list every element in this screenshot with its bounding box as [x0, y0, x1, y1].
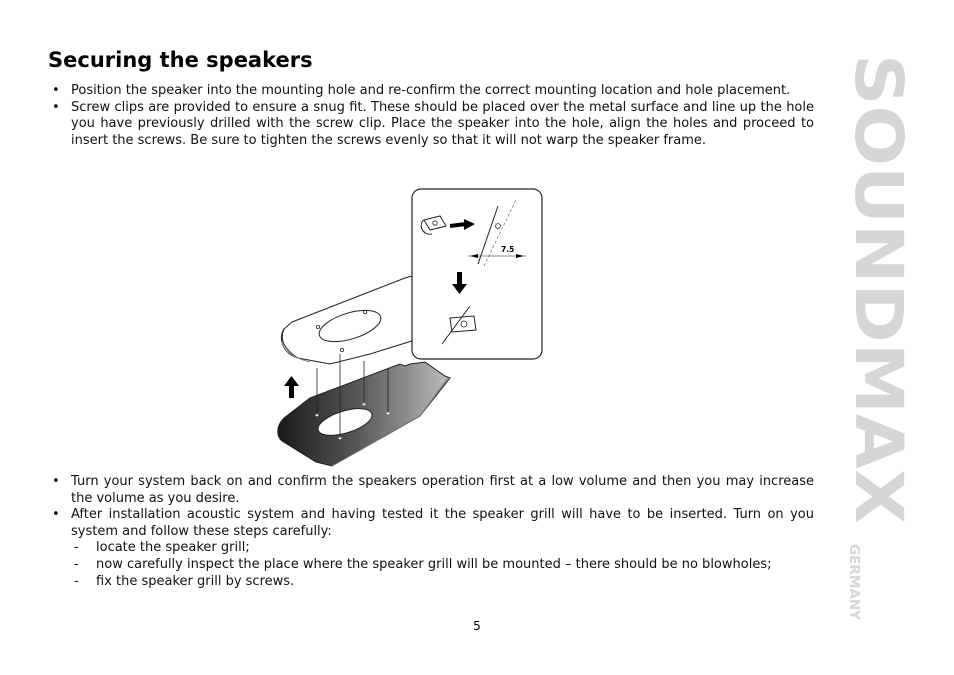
instruction-list-top	[48, 83, 814, 149]
list-item: • Position the speaker into the mounting hole and re-confirm the correct mounting location and hole placement.	[48, 83, 814, 100]
screw-clip-detail	[412, 189, 542, 359]
instruction-list-bottom	[48, 474, 814, 590]
up-arrow-icon	[284, 376, 299, 398]
speaker-mounting-illustration	[270, 186, 546, 470]
speaker-frame	[281, 276, 415, 364]
page-number: 5	[473, 619, 481, 633]
step-item: - locate the speaker grill;	[71, 540, 814, 557]
list-item: • Screw clips are provided to ensure a snug fit. These should be placed over the metal surface and line up the hole you have previously drilled with the screw clip. Place the speaker into the hole, align the holes and proceed to insert the screws. Be sure to tighten the screws evenly so that it will not warp the speaker frame.	[48, 100, 814, 150]
list-item	[48, 507, 814, 590]
list-item-text: Turn your system back on and confirm the speakers operation first at a low volume and then you may increase the volume as you desire.	[71, 474, 814, 506]
step-item: - now carefully inspect the place where the speaker grill will be mounted – there should be no blowholes;	[71, 557, 814, 574]
list-item	[48, 474, 814, 507]
dimension-label: 7.5	[501, 245, 515, 254]
steps-list	[71, 540, 814, 590]
brand-watermark	[840, 54, 917, 624]
brand-country-text: GERMANY	[846, 544, 861, 617]
brand-logo-text: SOUNDMAX	[840, 54, 917, 489]
step-item: - fix the speaker grill by screws.	[71, 574, 814, 591]
list-item-text: After installation acoustic system and having tested it the speaker grill will have to be inserted. Turn on you system and follow these steps carefully:	[71, 507, 814, 539]
page-title: Securing the speakers	[48, 48, 313, 72]
